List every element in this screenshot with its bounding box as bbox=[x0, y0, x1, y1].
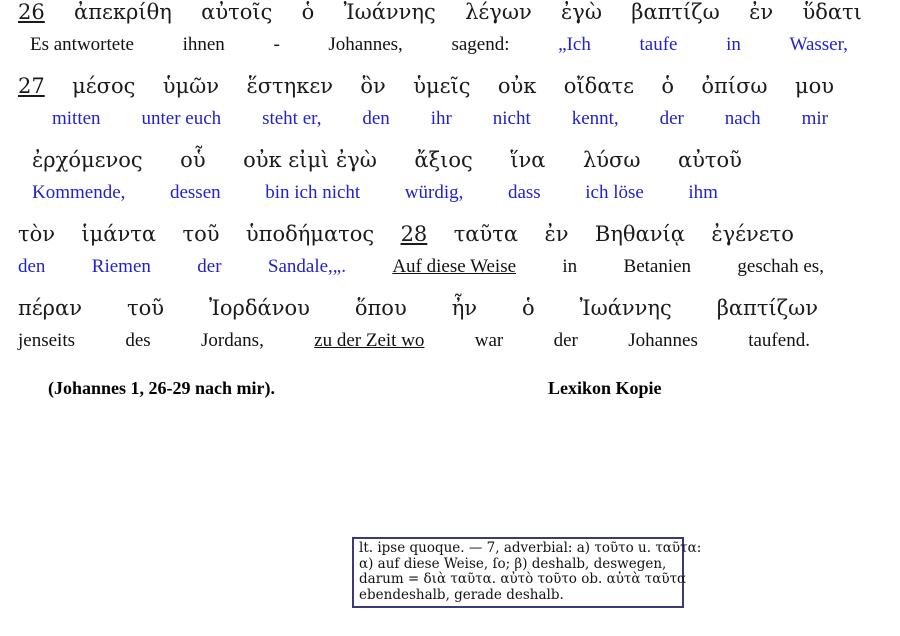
german-token: „Ich bbox=[558, 34, 591, 55]
german-line-2 bbox=[10, 108, 890, 130]
verse-marker-28: 28 bbox=[400, 222, 428, 246]
german-token: sagend: bbox=[451, 34, 510, 55]
german-line-5 bbox=[10, 330, 890, 352]
greek-token: ὑποδήματος bbox=[245, 222, 375, 246]
german-token: unter euch bbox=[141, 108, 222, 129]
german-token: bin ich nicht bbox=[265, 182, 361, 203]
greek-token: οὐκ bbox=[497, 74, 537, 98]
greek-token: ὁ bbox=[301, 0, 315, 24]
footer-lexicon-label: Lexikon Kopie bbox=[548, 378, 662, 398]
greek-token: ὅπου bbox=[354, 296, 407, 320]
greek-token: ἐν bbox=[544, 222, 569, 246]
greek-token: τοῦ bbox=[182, 222, 220, 246]
german-token: nach bbox=[724, 108, 761, 129]
german-token: des bbox=[125, 330, 151, 351]
greek-token: πέραν bbox=[18, 296, 82, 320]
german-token: dass bbox=[507, 182, 541, 203]
greek-token: ἀπεκρίθη bbox=[74, 0, 172, 24]
german-token: mir bbox=[801, 108, 828, 129]
greek-token: ἐρχόμενος bbox=[32, 148, 143, 172]
greek-token: ἕστηκεν bbox=[246, 74, 334, 98]
greek-token: ἐγένετο bbox=[711, 222, 794, 246]
footer bbox=[10, 378, 890, 399]
greek-token: μέσος bbox=[72, 74, 136, 98]
greek-token: τοῦ bbox=[126, 296, 164, 320]
verse-marker-27: 27 bbox=[18, 74, 45, 98]
lexicon-clipping bbox=[352, 537, 702, 608]
german-token: dessen bbox=[169, 182, 221, 203]
german-token: steht er, bbox=[262, 108, 322, 129]
greek-token: ἦν bbox=[451, 296, 478, 320]
interlinear-block-1 bbox=[0, 0, 900, 56]
german-line-1 bbox=[10, 34, 890, 56]
german-token: den bbox=[18, 256, 46, 277]
german-token: Jordans, bbox=[201, 330, 264, 351]
german-token: taufend. bbox=[748, 330, 810, 351]
verse-marker-26: 26 bbox=[18, 0, 45, 24]
greek-token: οὐκ εἰμὶ ἐγὼ bbox=[243, 148, 377, 172]
interlinear-block-5 bbox=[0, 296, 900, 352]
greek-token: ἄξιος bbox=[414, 148, 473, 172]
greek-line-5 bbox=[10, 296, 890, 320]
german-token: Johannes, bbox=[328, 34, 403, 55]
greek-token: ὑμεῖς bbox=[413, 74, 471, 98]
greek-token: τὸν bbox=[18, 222, 56, 246]
german-token: geschah es, bbox=[737, 256, 824, 277]
greek-token: οἴδατε bbox=[563, 74, 634, 98]
german-token: in bbox=[562, 256, 578, 277]
greek-token: βαπτίζων bbox=[716, 296, 818, 320]
german-token-emphasis: zu der Zeit wo bbox=[314, 330, 425, 351]
german-token: Riemen bbox=[91, 256, 151, 277]
german-token: Wasser, bbox=[789, 34, 848, 55]
german-token: würdig, bbox=[404, 182, 464, 203]
german-token: der bbox=[197, 256, 222, 277]
german-token: war bbox=[474, 330, 504, 351]
german-token: der bbox=[553, 330, 578, 351]
greek-token: Ἰωάννης bbox=[343, 0, 436, 24]
greek-token: ὑμῶν bbox=[162, 74, 220, 98]
greek-token: ὁ bbox=[522, 296, 535, 320]
lexicon-line: darum = διὰ ταῦτα. αὐτὸ τοῦτο ob. αὐτὰ ταῦτα bbox=[359, 571, 687, 587]
greek-line-2 bbox=[10, 74, 890, 98]
greek-token: λύσω bbox=[582, 148, 641, 172]
greek-token: ἐγὼ bbox=[561, 0, 602, 24]
german-token: der bbox=[659, 108, 684, 129]
greek-token: λέγων bbox=[465, 0, 532, 24]
german-token: - bbox=[273, 34, 280, 55]
interlinear-block-3 bbox=[0, 148, 900, 204]
lexicon-line: ebendeshalb, gerade deshalb. bbox=[359, 586, 564, 603]
greek-token: αὐτοῦ bbox=[677, 148, 742, 172]
german-token: nicht bbox=[492, 108, 531, 129]
german-token: ihr bbox=[430, 108, 452, 129]
greek-token: Ἰωάννης bbox=[579, 296, 672, 320]
german-token: Kommende, bbox=[32, 182, 126, 203]
greek-token: βαπτίζω bbox=[631, 0, 720, 24]
german-token: ihnen bbox=[182, 34, 225, 55]
german-token: ich löse bbox=[585, 182, 644, 203]
footer-citation: (Johannes 1, 26-29 nach mir). bbox=[48, 378, 276, 398]
greek-token: ὁ bbox=[661, 74, 675, 98]
german-token: kennt, bbox=[571, 108, 619, 129]
german-token: mitten bbox=[52, 108, 101, 129]
greek-token: ὀπίσω bbox=[701, 74, 768, 98]
german-token: den bbox=[362, 108, 390, 129]
greek-token: ἵνα bbox=[510, 148, 546, 172]
lexicon-line: α) auf diese Weise, ſo; β) deshalb, deswegen, bbox=[359, 555, 667, 572]
lexicon-line: lt. ipse quoque. — 7, adverbial: a) τοῦτο u. ταῦτα: bbox=[359, 540, 702, 556]
german-token: jenseits bbox=[18, 330, 75, 351]
german-token: Es antwortete bbox=[30, 34, 134, 55]
german-token: ihm bbox=[688, 182, 718, 203]
greek-line-4 bbox=[10, 222, 890, 246]
greek-token: ὃν bbox=[360, 74, 386, 98]
german-token: Johannes bbox=[628, 330, 698, 351]
greek-token: ὕδατι bbox=[802, 0, 862, 24]
german-line-3 bbox=[10, 182, 890, 204]
german-token: Betanien bbox=[623, 256, 692, 277]
german-line-4 bbox=[10, 256, 890, 278]
greek-token: Ἰορδάνου bbox=[208, 296, 310, 320]
german-token: in bbox=[726, 34, 741, 55]
greek-token: μου bbox=[794, 74, 834, 98]
german-token-emphasis: Auf diese Weise bbox=[392, 256, 517, 277]
greek-token: ἐν bbox=[749, 0, 774, 24]
greek-line-1 bbox=[10, 0, 890, 24]
greek-token: αὐτοῖς bbox=[201, 0, 273, 24]
greek-line-3 bbox=[10, 148, 890, 172]
german-token: Sandale,„. bbox=[267, 256, 346, 277]
interlinear-block-4 bbox=[0, 222, 900, 278]
greek-token: Βηθανίᾳ bbox=[594, 222, 685, 246]
greek-token: οὗ bbox=[180, 148, 206, 172]
german-token: taufe bbox=[639, 34, 678, 55]
interlinear-block-2 bbox=[0, 74, 900, 130]
greek-token: ἱμάντα bbox=[81, 222, 157, 246]
greek-token: ταῦτα bbox=[453, 222, 519, 246]
